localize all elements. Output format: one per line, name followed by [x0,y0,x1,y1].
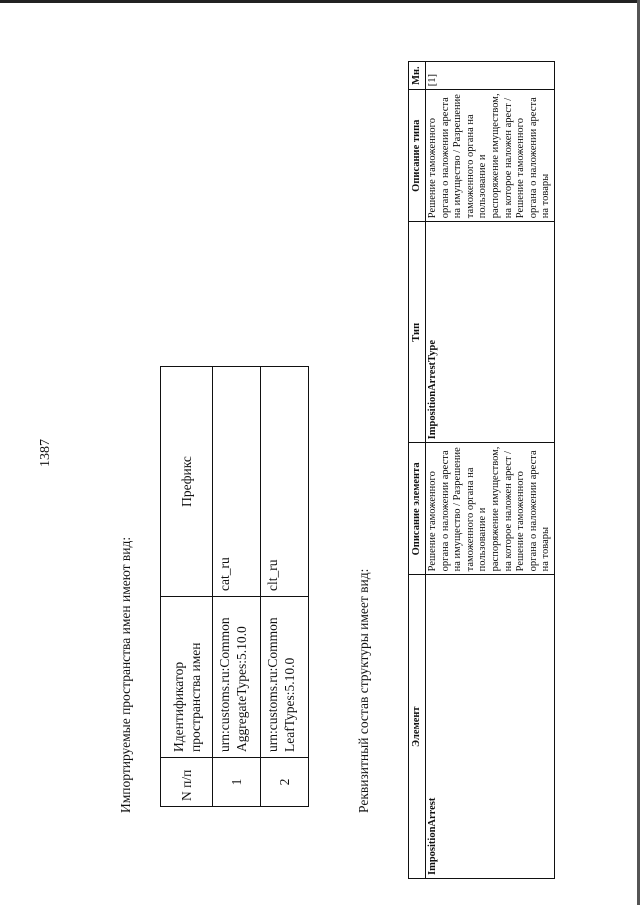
header-cell-element-description: Описание элемента [409,443,426,575]
cell-namespace-id: urn:customs.ru:Common LeafTypes:5.10.0 [261,597,309,758]
header-cell-element: Элемент [409,575,426,879]
table-row [213,367,261,807]
structure-header-row [409,62,426,879]
cell-prefix: clt_ru [261,367,309,597]
cell-number: 2 [261,758,309,807]
structure-heading: Реквизитный состав структуры имеет вид: [356,568,371,813]
cell-prefix: cat_ru [213,367,261,597]
cell-number: 1 [213,758,261,807]
page-number: 1387 [38,439,53,467]
namespaces-heading: Импортируемые пространства имен имеют вид: [118,536,133,813]
structure-table [408,61,555,879]
namespaces-header-row [161,367,213,807]
header-cell-multiplicity: Мн. [409,62,426,90]
header-cell-type-description: Описание типа [409,90,426,222]
table-row [261,367,309,807]
cell-element-description: Решение таможенного органа о наложении ареста на имущество / Разрешение таможенного органа на пользование и распоряжение имуществом, на которое наложен арест / Решение таможенного органа о наложении ареста на товары [426,443,555,575]
cell-namespace-id: urn:customs.ru:Common AggregateTypes:5.10.0 [213,597,261,758]
cell-element: ImpositionArrest [426,575,555,879]
namespaces-table [160,366,309,807]
header-cell-type: Тип [409,222,426,443]
cell-multiplicity: [1] [426,62,555,90]
table-row [426,62,555,879]
cell-type-description: Решение таможенного органа о наложении ареста на имущество / Разрешение таможенного органа на пользование и распоряжение имуществом, на которое наложен арест / Решение таможенного органа о наложении ареста на товары [426,90,555,222]
cell-type: ImpositionArrestType [426,222,555,443]
header-cell-prefix: Префикс [161,367,213,597]
header-cell-number: N п/п [161,758,213,807]
header-cell-namespace-id: Идентификатор пространства имен [161,597,213,758]
